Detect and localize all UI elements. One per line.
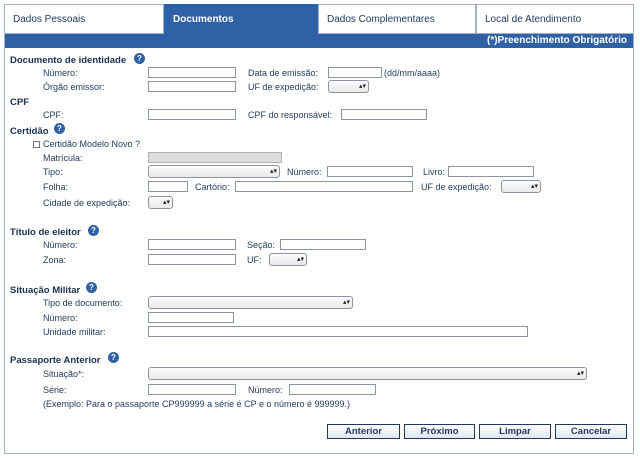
cpf-responsavel-label: CPF do responsável: [248, 110, 333, 120]
passaporte-numero-input[interactable] [289, 384, 376, 395]
help-icon[interactable]: ? [88, 225, 99, 236]
proximo-button[interactable]: Próximo [404, 424, 475, 439]
militar-numero-input[interactable] [148, 312, 234, 323]
serie-label: Série: [43, 385, 67, 395]
chevron-updown-icon: ▴▾ [296, 256, 304, 263]
certidao-numero-input[interactable] [327, 166, 413, 177]
section-militar-title: Situação Militar [10, 285, 81, 296]
secao-input[interactable] [280, 239, 366, 250]
data-emissao-input[interactable] [328, 67, 382, 78]
chevron-updown-icon: ▴▾ [358, 83, 366, 90]
cpf-input[interactable] [148, 109, 236, 120]
anterior-button[interactable]: Anterior [327, 424, 400, 439]
tab-local-atendimento[interactable]: Local de Atendimento [476, 4, 634, 34]
folha-input[interactable] [148, 181, 188, 192]
certidao-tipo-select[interactable] [148, 165, 280, 178]
data-emissao-label: Data de emissão: [248, 68, 319, 78]
militar-numero-label: Número: [43, 313, 78, 323]
cpf-label: CPF: [43, 110, 64, 120]
matricula-label: Matrícula: [43, 153, 83, 163]
section-identidade-title: Documento de identidade [10, 55, 127, 66]
titulo-uf-select[interactable] [269, 253, 307, 266]
cartorio-label: Cartório: [195, 182, 230, 192]
section-passaporte-title: Passaporte Anterior [10, 355, 101, 366]
cidade-expedicao-label: Cidade de expedição: [43, 198, 131, 208]
help-icon[interactable]: ? [86, 282, 97, 293]
certidao-modelo-novo-label: Certidão Modelo Novo ? [43, 139, 141, 149]
titulo-numero-input[interactable] [148, 239, 236, 250]
tab-bar [4, 4, 634, 34]
required-note: (*)Preenchimento Obrigatório [5, 34, 633, 48]
zona-input[interactable] [148, 254, 236, 265]
certidao-uf-select[interactable] [501, 180, 541, 193]
titulo-uf-label: UF: [247, 255, 262, 265]
identidade-uf-label: UF de expedição: [248, 82, 319, 92]
limpar-button[interactable]: Limpar [479, 424, 551, 439]
secao-label: Seção: [247, 240, 276, 250]
help-icon[interactable]: ? [54, 123, 65, 134]
titulo-numero-label: Número: [43, 240, 78, 250]
section-titulo-title: Título de eleitor [10, 227, 81, 238]
date-format-hint: (dd/mm/aaaa) [384, 68, 441, 78]
section-certidao-title: Certidão [10, 126, 49, 137]
chevron-updown-icon: ▴▾ [342, 299, 350, 306]
cpf-responsavel-input[interactable] [341, 109, 427, 120]
unidade-militar-input[interactable] [148, 326, 528, 337]
orgao-emissor-label: Órgão emissor: [43, 82, 105, 92]
tab-documentos[interactable]: Documentos [164, 4, 318, 34]
certidao-numero-label: Número: [287, 167, 322, 177]
matricula-input[interactable] [148, 152, 282, 163]
orgao-emissor-input[interactable] [148, 81, 236, 92]
zona-label: Zona: [43, 255, 67, 265]
cartorio-input[interactable] [235, 181, 413, 192]
unidade-militar-label: Unidade militar: [43, 327, 106, 337]
chevron-updown-icon: ▴▾ [530, 183, 538, 190]
tab-dados-complementares[interactable]: Dados Complementares [318, 4, 476, 34]
passaporte-example: (Exemplo: Para o passaporte CP999999 a série é CP e o número é 999999.) [43, 399, 351, 409]
identidade-numero-label: Número: [43, 68, 78, 78]
help-icon[interactable]: ? [134, 53, 145, 64]
militar-tipo-select[interactable] [148, 296, 353, 309]
serie-input[interactable] [148, 384, 236, 395]
chevron-updown-icon: ▴▾ [162, 199, 170, 206]
identidade-numero-input[interactable] [148, 67, 236, 78]
cancelar-button[interactable]: Cancelar [555, 424, 627, 439]
certidao-modelo-novo-checkbox[interactable] [33, 141, 40, 148]
situacao-label: Situação*: [43, 369, 85, 379]
passaporte-numero-label: Número: [248, 385, 283, 395]
cidade-expedicao-select[interactable] [148, 196, 173, 209]
livro-input[interactable] [448, 166, 534, 177]
tab-dados-pessoais[interactable]: Dados Pessoais [4, 4, 164, 34]
help-icon[interactable]: ? [108, 352, 119, 363]
situacao-select[interactable] [148, 367, 587, 380]
certidao-tipo-label: Tipo: [43, 167, 63, 177]
certidao-uf-label: UF de expedição: [421, 182, 492, 192]
militar-tipo-label: Tipo de documento: [43, 298, 123, 308]
folha-label: Folha: [43, 182, 69, 192]
identidade-uf-select[interactable] [328, 80, 369, 93]
chevron-updown-icon: ▴▾ [576, 370, 584, 377]
section-cpf-title: CPF [10, 97, 29, 108]
livro-label: Livro: [423, 167, 446, 177]
chevron-updown-icon: ▴▾ [269, 168, 277, 175]
